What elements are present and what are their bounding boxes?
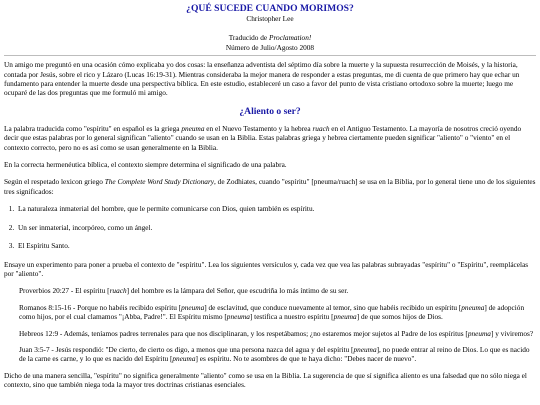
term: pneuma	[461, 302, 485, 312]
issue-info: Número de Julio/Agosto 2008	[225, 42, 315, 52]
text: ] de esclavitud, que conduce nuevamente al temor, sino que habéis recibido un espíritu [	[204, 302, 462, 312]
text: Proverbios 20:27 - El espíritu [	[19, 286, 110, 296]
text: Romanos 8:15-16 - Porque no habéis recibido espíritu [	[19, 302, 182, 312]
article-header	[4, 3, 536, 52]
term: pneuma	[467, 328, 491, 338]
quote-proverbios	[19, 286, 536, 295]
list-item: 1. La naturaleza inmaterial del hombre, que le permite comunicarse con Dios, quien también es espíritu.	[16, 204, 536, 213]
paragraph-4: Ensaye un experimento para poner a prueba el contexto de "espíritu". Lea los siguientes versículos y, cada vez que vea las palabras subrayadas "espíritu" o "Espíritu", reemplácelas por "aliento".	[4, 259, 529, 278]
text: ] testifica a nuestro espíritu [	[249, 312, 334, 322]
list-item: 3. El Espíritu Santo.	[16, 241, 536, 250]
text: en el Antiguo Testamento. La mayoría de nosotros creció oyendo decir que estas palabras por lo general significan "aliento" cuando se usan en la Biblia. Estas palabras griega y hebrea ciertamente pueden significar "aliento" o "viento" en el contexto correcto, pero no es así como se usan generalmente en la Biblia.	[4, 123, 522, 152]
translated-prefix: Traducido de	[228, 33, 269, 43]
text: Hebreos 12:9 - Además, teníamos padres terrenales para que nos disciplinaran, y los respetábamos; ¿no estaremos mejor sujetos al Padre de los espíritus [	[19, 328, 468, 338]
quote-juan	[19, 345, 536, 364]
term: pneuma	[353, 344, 377, 354]
text: Según el respetado lexicon griego	[4, 177, 105, 187]
term: pneuma	[226, 312, 250, 322]
translation-note	[4, 33, 536, 42]
text: ] de adopción como hijos, por el cual clamamos "¡Abba, Padre!". El Espíritu mismo [	[19, 302, 525, 322]
quote-hebreos	[19, 329, 536, 338]
text: ], no puede entrar al reino de Dios. Lo que es nacido de la carne es carne, y lo que es nacido del Espíritu [	[19, 344, 530, 364]
term: pneuma	[333, 312, 357, 322]
text: ] de que somos hijos de Dios.	[356, 312, 443, 322]
text: Juan 3:5-7 - Jesús respondió: "De cierto, de cierto os digo, a menos que una persona nazca del agua y del espíritu [	[19, 344, 354, 354]
divider	[4, 55, 536, 56]
paragraph-2: En la correcta hermenéutica bíblica, el contexto siempre determina el significado de una palabra.	[4, 160, 287, 170]
term-pneuma: pneuma	[181, 123, 205, 133]
intro-paragraph: Un amigo me preguntó en una ocasión cómo explicaba yo dos cosas: la enseñanza adventista del séptimo día sobre la muerte y la supuesta resurrección de Moisés, y la historia, contada por Jesús, sobre el rico y Lázaro (Lucas 16:19-31). Mientras consideraba la mejor manera de responder a estas preguntas, me di cuenta de que primero hay que echar un fundamento para entender la muerte desde una perspectiva bíblica. En este estudio, estableceré un caso a favor del punto de vista cristiano ortodoxo sobre la muerte; luego me ocuparé de las dos preguntas que me formuló mi amigo.	[4, 60, 520, 98]
source-publication: Proclamation!	[268, 33, 312, 43]
term: ruach	[109, 286, 127, 296]
paragraph-3	[4, 177, 536, 196]
text: ] es espíritu. No te asombres de que te haya dicho: "Debes nacer de nuevo".	[195, 354, 417, 364]
term: pneuma	[181, 302, 205, 312]
quote-romanos	[19, 303, 536, 322]
book-title: The Complete Word Study Dictionary	[104, 177, 215, 187]
paragraph-1	[4, 124, 536, 152]
text: , de Zodhiates, cuando "espíritu" [pneuma/ruach] se usa en la Biblia, por lo general tiene uno de los siguientes tres significados:	[4, 177, 536, 196]
author-name: Christopher Lee	[246, 14, 294, 23]
text: ] del hombre es la lámpara del Señor, que escudriña lo más íntimo de su ser.	[126, 286, 349, 296]
term-ruach: ruach	[312, 123, 330, 133]
text: ] y viviremos?	[490, 328, 534, 338]
page-title: ¿QUÉ SUCEDE CUANDO MORIMOS?	[186, 3, 354, 14]
text: La palabra traducida como "espíritu" en español es la griega	[4, 123, 182, 133]
term: pneuma	[172, 354, 196, 364]
section-heading: ¿Aliento o ser?	[239, 105, 301, 117]
meanings-list	[4, 204, 536, 250]
text: en el Nuevo Testamento y la hebrea	[204, 123, 313, 133]
paragraph-5: Dicho de una manera sencilla, "espíritu" no significa generalmente "aliento" como se usa en la Biblia. La sugerencia de que sí significa aliento es una falsedad que no sólo niega el contexto, sino que también niega toda la mayor tres doctrinas cristianas esenciales.	[4, 370, 527, 390]
list-item: 2. Un ser inmaterial, incorpóreo, como un ángel.	[16, 223, 536, 232]
